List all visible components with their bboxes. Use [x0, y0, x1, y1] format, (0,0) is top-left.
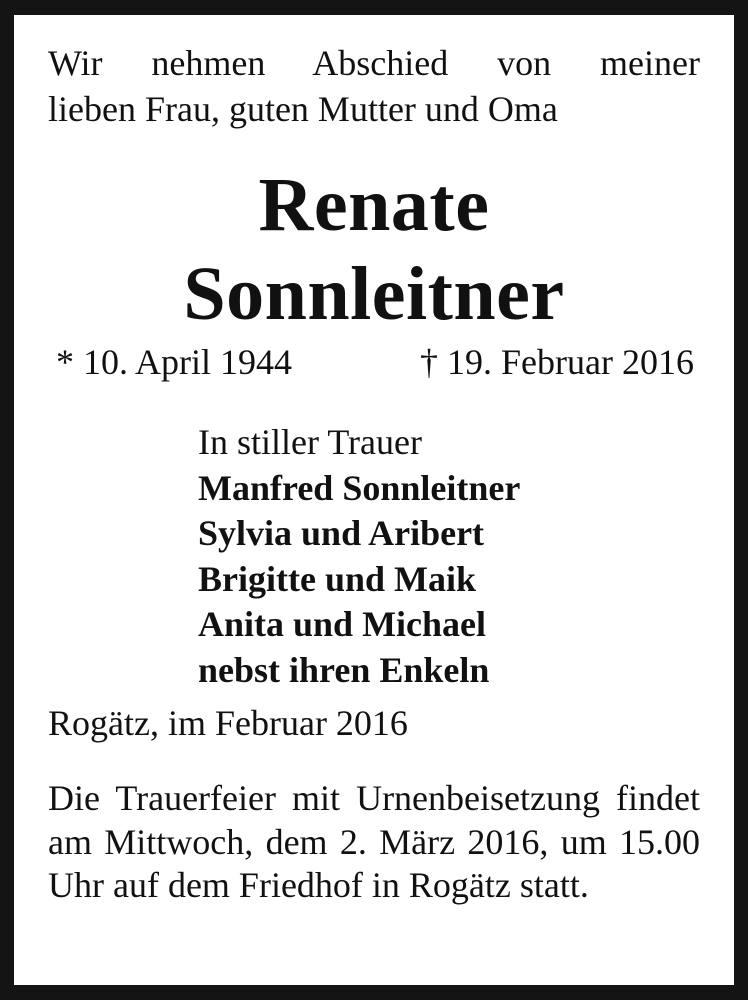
mourners-block: [198, 420, 520, 693]
ceremony-info: Die Trauerfeier mit Urnenbeisetzung findet am Mittwoch, dem 2. März 2016, um 15.00 Uhr auf dem Friedhof in Rogätz statt.: [48, 778, 700, 905]
mourner-name: Manfred Sonnleitner: [198, 467, 521, 508]
mourner-name: Brigitte und Maik: [198, 558, 477, 599]
life-dates: [48, 340, 700, 384]
obituary-notice: [48, 40, 700, 905]
mourner-name: nebst ihren Enkeln: [198, 649, 490, 690]
death-date: † 19. Februar 2016: [420, 342, 694, 382]
intro-line-2: lieben Frau, guten Mutter und Oma: [48, 89, 558, 129]
mourner-name: Sylvia und Aribert: [198, 513, 485, 553]
place-and-date: Rogätz, im Februar 2016: [48, 703, 408, 743]
mourning-phrase: In stiller Trauer: [198, 422, 422, 462]
birth-date: * 10. April 1944: [56, 342, 293, 382]
deceased-first-name: Renate: [258, 163, 490, 247]
intro-text: [48, 40, 700, 132]
mourner-name: Anita und Michael: [198, 604, 487, 644]
intro-line-1: Wir nehmen Abschied von meiner: [48, 43, 700, 83]
deceased-last-name: Sonnleitner: [183, 252, 565, 336]
